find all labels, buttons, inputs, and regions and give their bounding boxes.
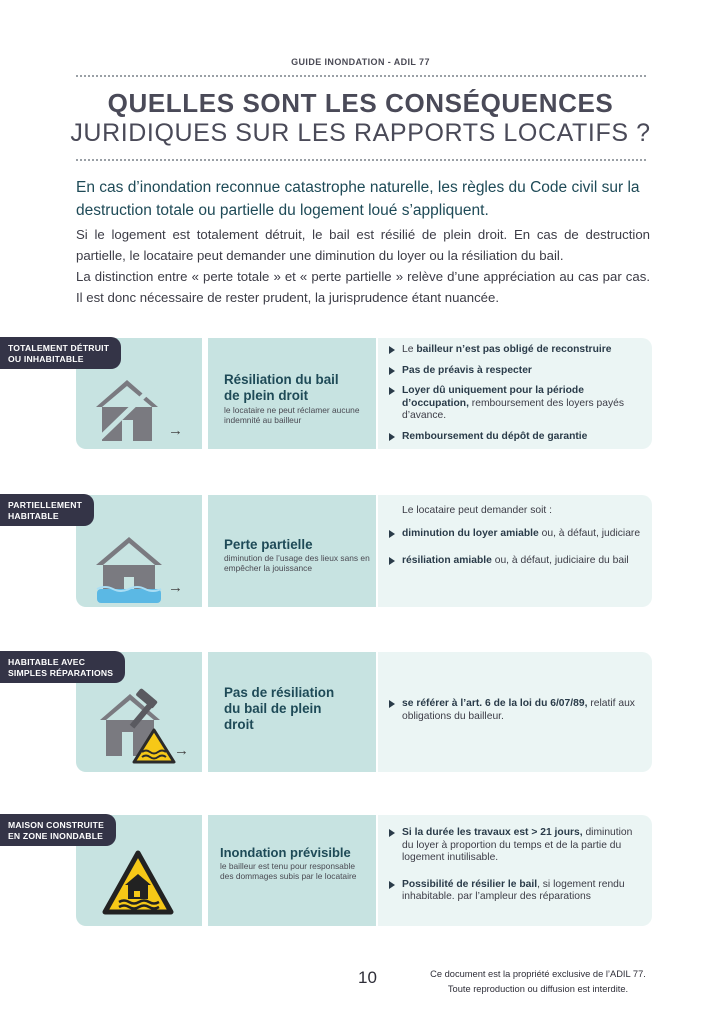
- intro-paragraph-2: La distinction entre « perte totale » et « perte partielle » relève d’une appréciation au cas par cas. Il est donc nécessaire de rester prudent, la jurisprudence étant nuancée.: [76, 269, 650, 305]
- card-2-tag: [0, 494, 94, 526]
- destroyed-house-icon: [92, 374, 162, 444]
- intro-lead: En cas d’inondation reconnue catastrophe naturelle, les règles du Code civil sur la destruction totale ou partielle du logement loué s’appliquent.: [76, 179, 640, 219]
- card-3-title-panel: [208, 652, 376, 772]
- card-4-title: Inondation prévisible: [220, 845, 351, 860]
- copyright-notice: [418, 967, 658, 997]
- card-1-subtitle: le locataire ne peut réclamer aucune indemnité au bailleur: [224, 405, 360, 425]
- card-1-title-line2: de plein droit: [224, 388, 309, 403]
- card-2-bullets: [388, 505, 646, 567]
- card-1-details: [378, 338, 652, 449]
- card-3-title-line3: droit: [224, 717, 254, 732]
- card-4-bullets: [388, 827, 646, 904]
- list-item: résiliation amiable ou, à défaut, judiciaire du bail: [388, 555, 646, 568]
- card-3-title-line1: Pas de résiliation: [224, 685, 335, 700]
- guide-header: GUIDE INONDATION - ADIL 77: [291, 57, 430, 67]
- page-number: 10: [358, 968, 377, 987]
- list-item: Remboursement du dépôt de garantie: [388, 431, 646, 444]
- card-4-tag: [0, 814, 116, 846]
- list-item: Le bailleur n’est pas obligé de reconstruire: [388, 344, 646, 357]
- page-title-line2: JURIDIQUES SUR LES RAPPORTS LOCATIFS ?: [70, 119, 651, 147]
- list-item: Pas de préavis à respecter: [388, 365, 646, 378]
- card-1-tag-line1: TOTALEMENT DÉTRUIT: [8, 343, 110, 353]
- card-2-subtitle: diminution de l’usage des lieux sans en empêcher la jouissance: [224, 553, 370, 573]
- repair-house-icon: [98, 688, 176, 766]
- list-item: Si la durée les travaux est > 21 jours, diminution du loyer à proportion du temps et de la partie du logement inutilisable.: [388, 827, 646, 865]
- card-4-tag-line2: EN ZONE INONDABLE: [8, 830, 104, 841]
- list-item: diminution du loyer amiable ou, à défaut, judiciare: [388, 528, 646, 541]
- card-2-intro: Le locataire peut demander soit :: [402, 505, 552, 516]
- card-4-subtitle: le bailleur est tenu pour responsable des dommages subis par le locataire: [220, 861, 357, 881]
- card-1-bullets: [388, 344, 646, 443]
- card-4-tag-line1: MAISON CONSTRUITE: [8, 820, 105, 830]
- card-2-title: Perte partielle: [224, 537, 313, 552]
- card-2-icon-panel: [76, 495, 202, 607]
- card-4-details: [378, 815, 652, 926]
- list-item: Loyer dû uniquement pour la période d’occupation, remboursement des loyers payés d’avance.: [388, 385, 646, 423]
- card-3-tag: [0, 651, 125, 683]
- dotted-divider-bottom: [76, 159, 646, 161]
- card-3-title-line2: du bail de plein: [224, 701, 322, 716]
- page-title-line1: QUELLES SONT LES CONSÉQUENCES: [107, 88, 614, 118]
- card-3-arrow: →: [174, 742, 189, 759]
- card-1-arrow: →: [168, 422, 183, 439]
- card-2-tag-line1: PARTIELLEMENT: [8, 500, 83, 510]
- card-1-tag: [0, 337, 121, 369]
- list-item: Possibilité de résilier le bail, si logement rendu inhabitable. par l’ampleur des réparations: [388, 879, 646, 904]
- card-2-tag-line2: HABITABLE: [8, 510, 59, 521]
- card-2-arrow: →: [168, 579, 183, 596]
- card-1-title-line1: Résiliation du bail: [224, 372, 339, 387]
- copyright-line1: Ce document est la propriété exclusive de l’ADIL 77.: [430, 969, 646, 979]
- copyright-line2: Toute reproduction ou diffusion est interdite.: [447, 984, 629, 994]
- card-2-details: [378, 495, 652, 607]
- intro-paragraph-1: Si le logement est totalement détruit, le bail est résilié de plein droit. En cas de destruction partielle, le locataire peut demander une diminution du loyer ou la résiliation du bail.: [76, 227, 650, 263]
- flooded-house-icon: [94, 535, 164, 603]
- card-partiellement-habitable: [76, 495, 652, 607]
- card-1-tag-line2: OU INHABITABLE: [8, 353, 84, 364]
- card-simples-reparations: [76, 652, 652, 772]
- card-zone-inondable: [76, 815, 652, 926]
- card-1-title: [224, 372, 339, 404]
- card-3-tag-line1: HABITABLE AVEC: [8, 657, 86, 667]
- dotted-divider-top: [76, 75, 646, 77]
- card-1-title-panel: [208, 338, 376, 449]
- card-3-tag-line2: SIMPLES RÉPARATIONS: [8, 667, 114, 678]
- list-item: se référer à l’art. 6 de la loi du 6/07/89, relatif aux obligations du bailleur.: [388, 698, 646, 723]
- card-3-title: [224, 685, 334, 733]
- card-3-bullets: [388, 698, 646, 723]
- flood-warning-icon: [101, 849, 175, 917]
- card-2-title-panel: [208, 495, 376, 607]
- card-3-details: [378, 652, 652, 772]
- card-totalement-detruit: [76, 338, 652, 449]
- card-4-title-panel: [208, 815, 376, 926]
